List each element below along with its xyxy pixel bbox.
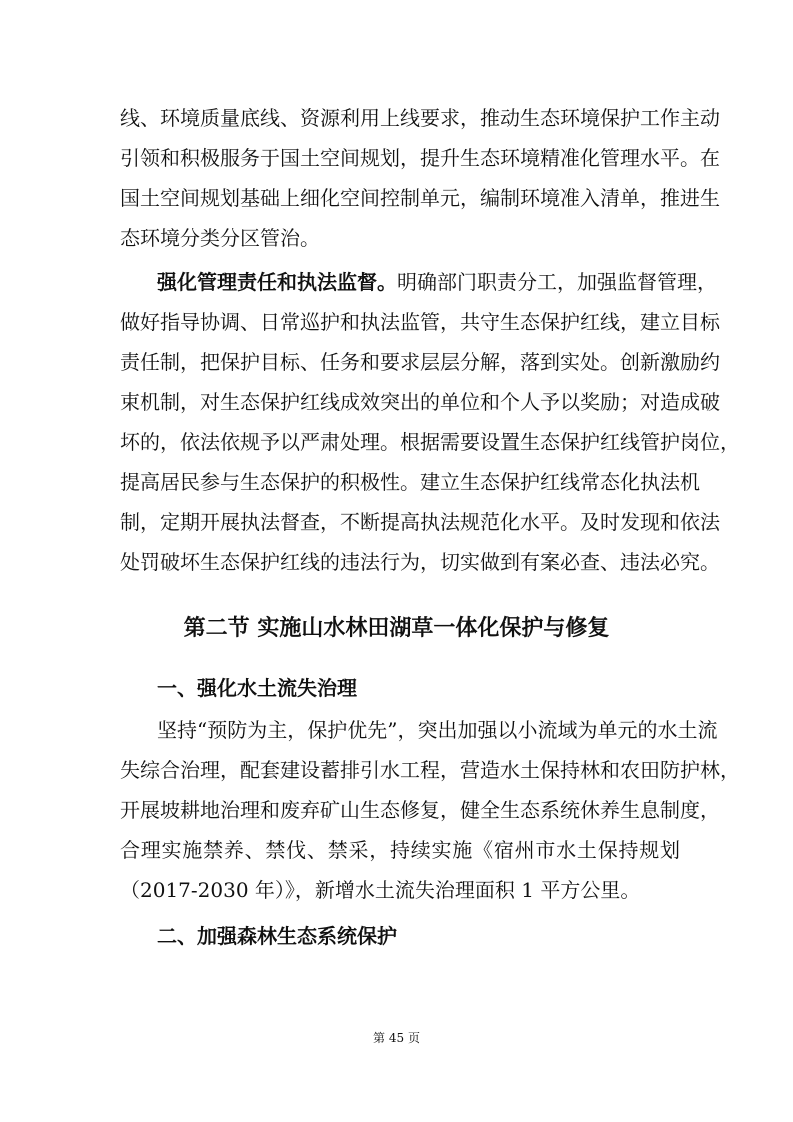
sub-heading-1: 一、强化水土流失治理 xyxy=(157,676,357,700)
page-number: 第 45 页 xyxy=(373,1031,420,1045)
paragraph-2-line: 做好指导协调、日常巡护和执法监管，共守生态保护红线，建立目标 xyxy=(120,310,720,334)
sub-heading-2: 二、加强森林生态系统保护 xyxy=(157,924,397,948)
paragraph-3-line: 失综合治理，配套建设蓄排引水工程，营造水土保持林和农田防护林， xyxy=(120,758,740,782)
paragraph-2-line: 处罚破坏生态保护红线的违法行为，切实做到有案必查、违法必究。 xyxy=(120,550,720,574)
paragraph-3-line: 开展坡耕地治理和废弃矿山生态修复，健全生态系统休养生息制度， xyxy=(120,798,720,822)
paragraph-2-first-line xyxy=(157,268,717,296)
paragraph-2-lead: 强化管理责任和执法监督。 xyxy=(157,270,397,294)
paragraph-1-line: 国土空间规划基础上细化空间控制单元，编制环境准入清单，推进生 xyxy=(120,186,720,210)
paragraph-2-line: 责任制，把保护目标、任务和要求层层分解，落到实处。创新激励约 xyxy=(120,350,720,374)
paragraph-1-line: 引领和积极服务于国土空间规划，提升生态环境精准化管理水平。在 xyxy=(120,146,720,170)
paragraph-2-line: 坏的，依法依规予以严肃处理。根据需要设置生态保护红线管护岗位， xyxy=(120,430,740,454)
paragraph-2-first-rest: 明确部门职责分工，加强监督管理， xyxy=(397,270,717,294)
paragraph-3-line: 坚持“预防为主，保护优先”，突出加强以小流域为单元的水土流 xyxy=(157,718,718,742)
paragraph-2-line: 制，定期开展执法督查，不断提高执法规范化水平。及时发现和依法 xyxy=(120,510,720,534)
paragraph-3-line: 合理实施禁养、禁伐、禁采，持续实施《宿州市水土保持规划 xyxy=(120,838,680,862)
paragraph-3-line: （2017-2030 年）》，新增水土流失治理面积 1 平方公里。 xyxy=(120,878,641,902)
paragraph-2-line: 束机制，对生态保护红线成效突出的单位和个人予以奖励；对造成破 xyxy=(120,390,720,414)
paragraph-1-line: 线、环境质量底线、资源利用上线要求，推动生态环境保护工作主动 xyxy=(120,106,720,130)
paragraph-2-line: 提高居民参与生态保护的积极性。建立生态保护红线常态化执法机 xyxy=(120,470,700,494)
section-title: 第二节 实施山水林田湖草一体化保护与修复 xyxy=(183,616,610,641)
paragraph-1-line: 态环境分类分区管治。 xyxy=(120,226,320,250)
